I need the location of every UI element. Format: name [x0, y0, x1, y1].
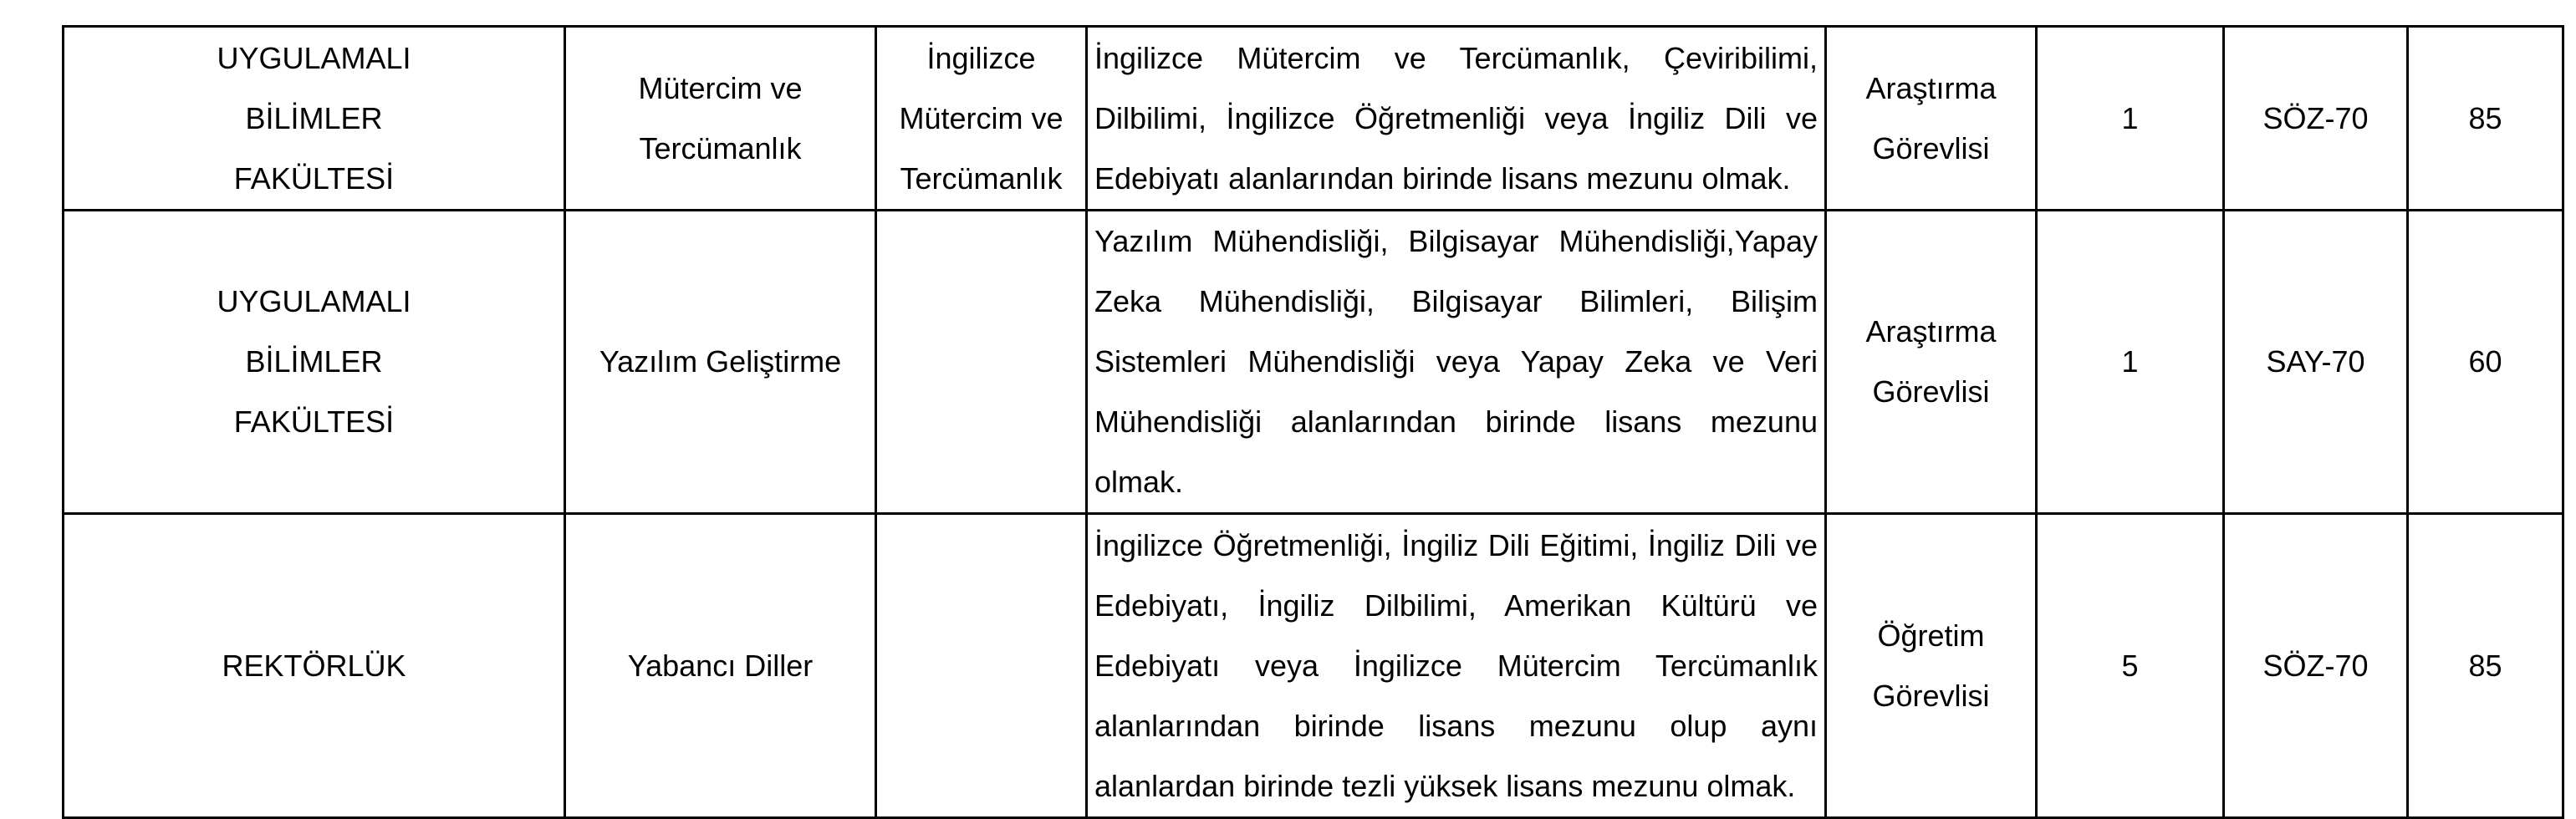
requirements-cell: Yazılım Mühendisliği, Bilgisayar Mühendisliği,Yapay Zeka Mühendisliği, Bilgisayar Bilimleri, Bilişim Sistemleri Mühendisliği veya Yapay Zeka ve Veri Mühendisliği alanlarından birinde lisans mezunu olmak. [1087, 211, 1826, 514]
requirements-cell: İngilizce Öğretmenliği, İngiliz Dili Eğitimi, İngiliz Dili ve Edebiyatı, İngiliz Dilbilimi, Amerikan Kültürü ve Edebiyatı veya İngilizce Mütercim Tercümanlık alanlarından birinde lisans mezunu olup aynı alanlardan birinde tezli yüksek lisans mezunu olmak. [1087, 514, 1826, 818]
min-score-cell: 60 [2408, 211, 2563, 514]
table-row [64, 27, 2563, 211]
unit-cell: UYGULAMALI BİLİMLER FAKÜLTESİ [64, 27, 565, 211]
program-cell [876, 211, 1087, 514]
position-count-cell: 1 [2037, 27, 2224, 211]
table-row [64, 211, 2563, 514]
position-title-cell: Öğretim Görevlisi [1826, 514, 2037, 818]
position-count-cell: 1 [2037, 211, 2224, 514]
score-type-cell: SÖZ-70 [2224, 27, 2408, 211]
min-score-cell: 85 [2408, 514, 2563, 818]
job-listing-table [62, 25, 2564, 819]
unit-cell: REKTÖRLÜK [64, 514, 565, 818]
score-type-cell: SÖZ-70 [2224, 514, 2408, 818]
department-cell: Yabancı Diller [565, 514, 876, 818]
position-count-cell: 5 [2037, 514, 2224, 818]
requirements-cell: İngilizce Mütercim ve Tercümanlık, Çeviribilimi, Dilbilimi, İngilizce Öğretmenliği veya İngiliz Dili ve Edebiyatı alanlarından birinde lisans mezunu olmak. [1087, 27, 1826, 211]
program-cell [876, 514, 1087, 818]
unit-cell: UYGULAMALI BİLİMLER FAKÜLTESİ [64, 211, 565, 514]
department-cell: Yazılım Geliştirme [565, 211, 876, 514]
department-cell: Mütercim ve Tercümanlık [565, 27, 876, 211]
program-cell: İngilizce Mütercim ve Tercümanlık [876, 27, 1087, 211]
min-score-cell: 85 [2408, 27, 2563, 211]
position-title-cell: Araştırma Görevlisi [1826, 211, 2037, 514]
score-type-cell: SAY-70 [2224, 211, 2408, 514]
table-row [64, 514, 2563, 818]
position-title-cell: Araştırma Görevlisi [1826, 27, 2037, 211]
